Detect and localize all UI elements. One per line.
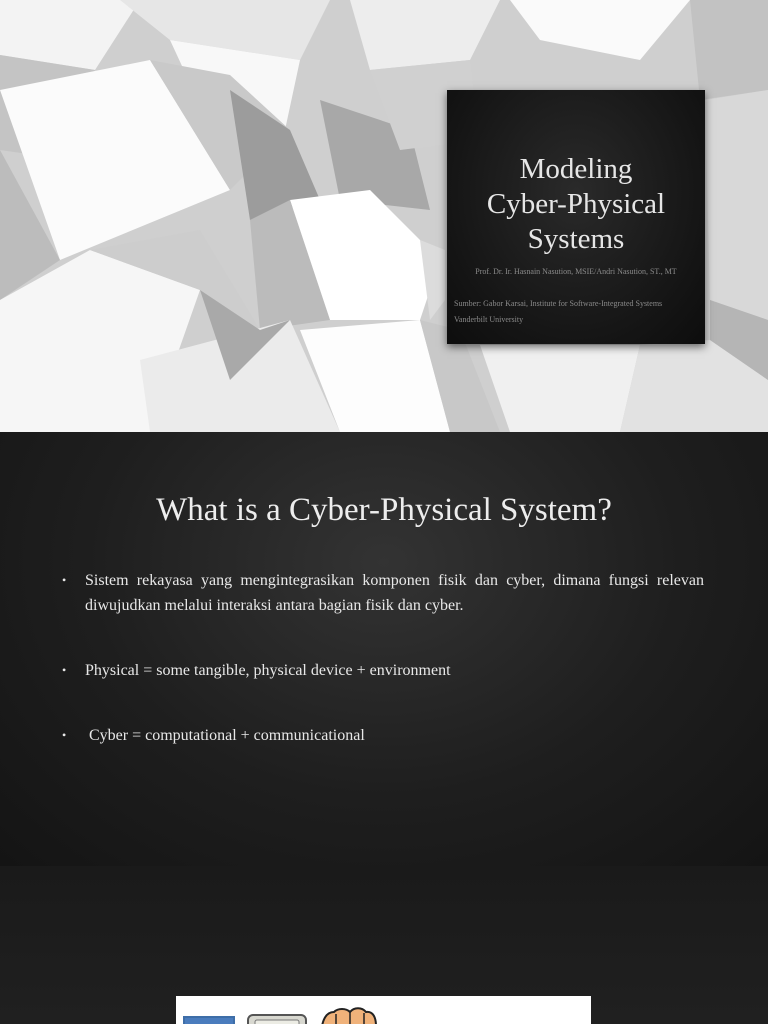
slide-heading: What is a Cyber-Physical System? (156, 492, 612, 528)
hand-icon (322, 1008, 376, 1024)
diagram-image-art (176, 996, 591, 1024)
bullet-icon: • (62, 663, 67, 677)
title-line: Cyber-Physical (486, 188, 666, 220)
bullet-text: Physical = some tangible, physical device + environment (85, 662, 451, 679)
presentation-title (447, 152, 705, 257)
title-line: Modeling (519, 153, 633, 185)
bullet-icon: • (62, 573, 67, 587)
bullet-item (62, 723, 704, 748)
diagram-image (176, 996, 591, 1024)
computer-icon (248, 1015, 306, 1024)
bullet-item (62, 568, 704, 618)
source-line: Sumber: Gabor Karsai, Institute for Software-Integrated Systems (454, 299, 663, 308)
title-line: Systems (527, 223, 625, 255)
definition-slide (0, 432, 768, 866)
source-text (454, 296, 697, 328)
title-slide (0, 0, 768, 432)
diagram-slide (0, 866, 768, 1024)
monitor-icon (183, 1016, 235, 1024)
bullet-text: Sistem rekayasa yang mengintegrasikan komponen fisik dan cyber, dimana fungsi relevan diwujudkan melalui interaksi antara bagian fisik dan cyber. (85, 572, 704, 614)
source-line: Vanderbilt University (454, 315, 524, 324)
bullet-text: Cyber = computational + communicational (85, 727, 365, 744)
authors-line: Prof. Dr. Ir. Hasnain Nasution, MSIE/Andri Nasution, ST., MT (475, 267, 677, 276)
title-card (447, 90, 705, 344)
bullet-item (62, 658, 704, 683)
bullet-icon: • (62, 728, 67, 742)
